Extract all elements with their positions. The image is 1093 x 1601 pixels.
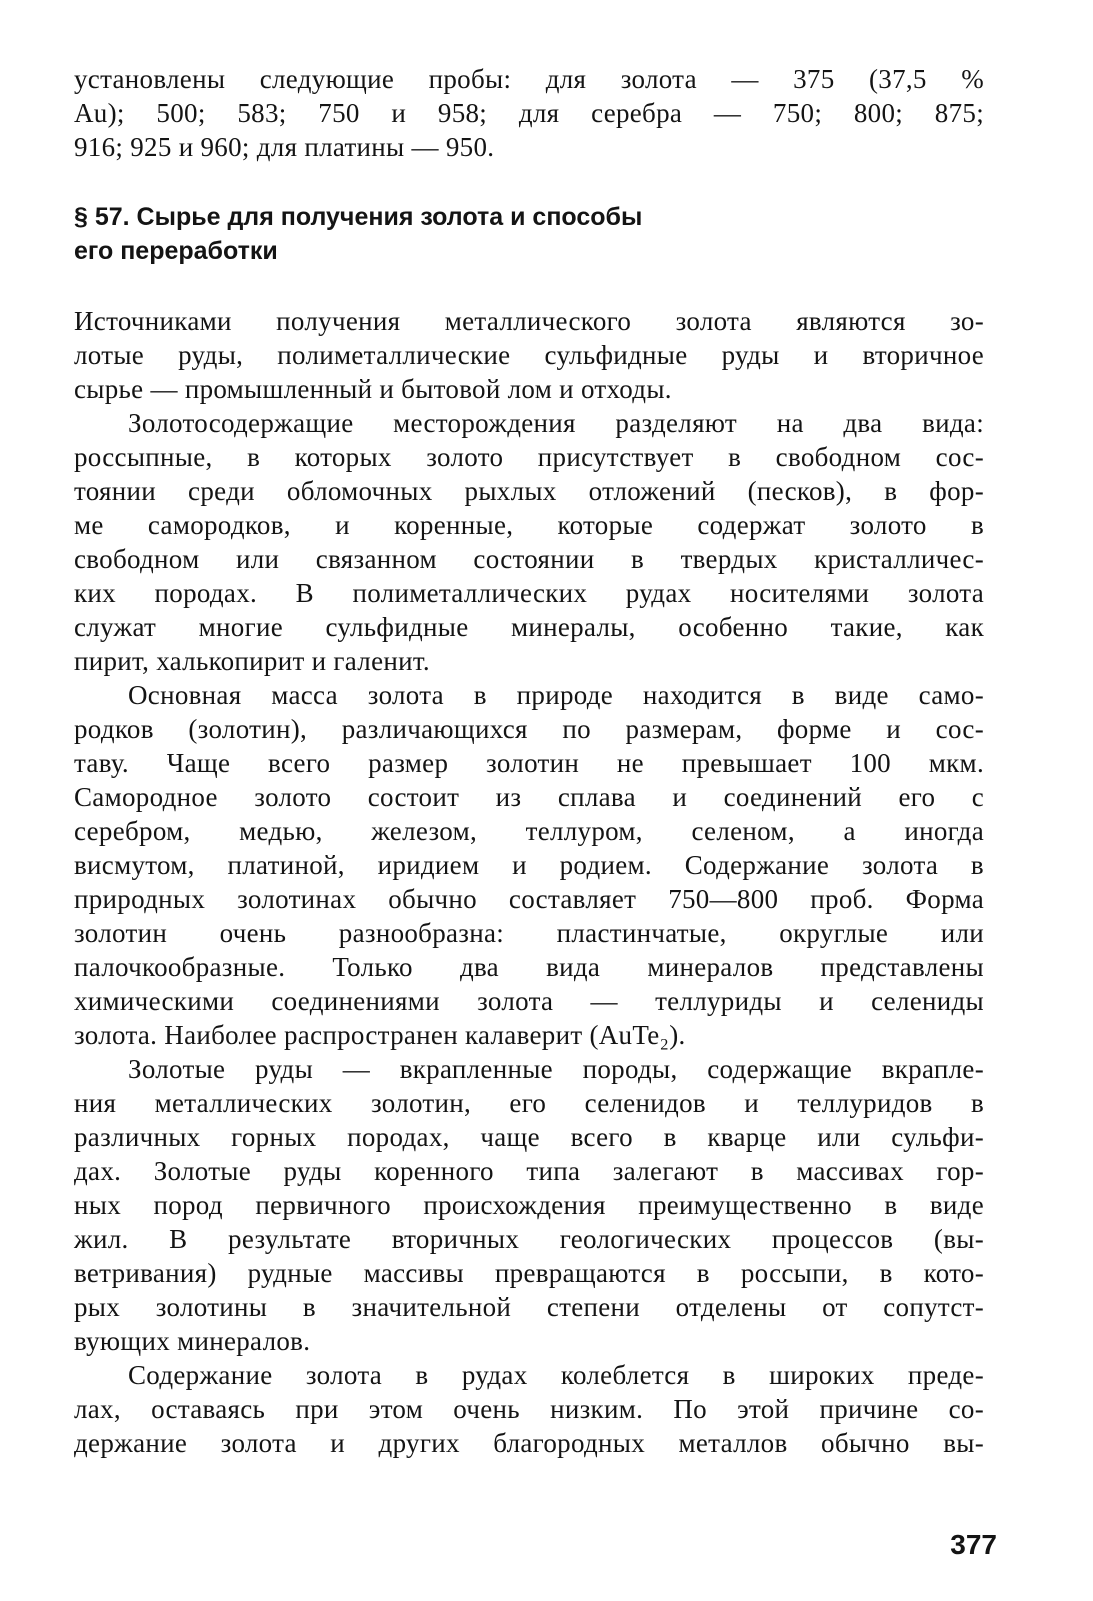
intro-line: 916; 925 и 960; для платины — 950. <box>74 132 495 162</box>
paragraph-line: ких породах. В полиметаллических рудах носителями золота <box>74 578 984 608</box>
paragraph-line: Золотосодержащие месторождения разделяют на два вида: <box>128 408 984 438</box>
paragraph-line: держание золота и других благородных металлов обычно вы- <box>74 1428 984 1458</box>
paragraph-sources <box>74 304 984 406</box>
paragraph-line: различных горных породах, чаще всего в кварце или сульфи- <box>74 1122 984 1152</box>
paragraph-line: рых золотины в значительной степени отделены от сопутст- <box>74 1292 984 1322</box>
paragraph-line: пирит, халькопирит и галенит. <box>74 646 430 676</box>
paragraph-line: ных пород первичного происхождения преимущественно в виде <box>74 1190 984 1220</box>
section-heading-line: § 57. Сырье для получения золота и способы <box>74 203 643 231</box>
intro-line: установлены следующие пробы: для золота — 375 (37,5 % <box>74 64 984 94</box>
page-number: 377 <box>950 1529 997 1560</box>
paragraph-line: тоянии среди обломочных рыхлых отложений (песков), в фор- <box>74 476 984 506</box>
paragraph-line: россыпные, в которых золото присутствует в свободном сос- <box>74 442 984 472</box>
intro-line: Au); 500; 583; 750 и 958; для серебра — 750; 800; 875; <box>74 98 984 128</box>
paragraph-line: свободном или связанном состоянии в твердых кристалличес- <box>74 544 984 574</box>
paragraph-content <box>74 1358 984 1460</box>
paragraph-line: Источниками получения металлического золота являются зо- <box>74 306 984 336</box>
intro-paragraph <box>74 62 984 164</box>
paragraph-nuggets <box>74 678 984 1052</box>
paragraph-line: таву. Чаще всего размер золотин не превышает 100 мкм. <box>74 748 984 778</box>
paragraph-line: висмутом, платиной, иридием и родием. Содержание золота в <box>74 850 984 880</box>
paragraph-line: природных золотинах обычно составляет 750—800 проб. Форма <box>74 884 984 914</box>
section-heading-line: его переработки <box>74 237 278 265</box>
paragraph-line: ме самородков, и коренные, которые содержат золото в <box>74 510 984 540</box>
paragraph-deposits <box>74 406 984 678</box>
paragraph-ores <box>74 1052 984 1358</box>
paragraph-line: ния металлических золотин, его селенидов и теллуридов в <box>74 1088 984 1118</box>
paragraph-line: Золотые руды — вкрапленные породы, содержащие вкрапле- <box>128 1054 984 1084</box>
paragraph-line: Содержание золота в рудах колеблется в широких преде- <box>128 1360 984 1390</box>
paragraph-line: жил. В результате вторичных геологических процессов (вы- <box>74 1224 984 1254</box>
paragraph-line: вующих минералов. <box>74 1326 311 1356</box>
paragraph-line: Самородное золото состоит из сплава и соединений его с <box>74 782 984 812</box>
paragraph-line: служат многие сульфидные минералы, особенно такие, как <box>74 612 984 642</box>
paragraph-line: ветривания) рудные массивы превращаются в россыпи, в кото- <box>74 1258 984 1288</box>
paragraph-line: серебром, медью, железом, теллуром, селеном, а иногда <box>74 816 984 846</box>
paragraph-line: палочкообразные. Только два вида минералов представлены <box>74 952 984 982</box>
paragraph-line: химическими соединениями золота — теллуриды и селениды <box>74 986 984 1016</box>
paragraph-line: сырье — промышленный и бытовой лом и отходы. <box>74 374 672 404</box>
paragraph-line: Основная масса золота в природе находится в виде само- <box>128 680 984 710</box>
paragraph-line: родков (золотин), различающихся по размерам, форме и сос- <box>74 714 984 744</box>
paragraph-line: лотые руды, полиметаллические сульфидные руды и вторичное <box>74 340 984 370</box>
section-heading <box>74 200 984 268</box>
page-content <box>74 62 984 1460</box>
paragraph-line: золота. Наиболее распространен калаверит (AuTe₂). <box>74 1020 686 1050</box>
paragraph-line: лах, оставаясь при этом очень низким. По этой причине со- <box>74 1394 984 1424</box>
paragraph-line: дах. Золотые руды коренного типа залегают в массивах гор- <box>74 1156 984 1186</box>
paragraph-line: золотин очень разнообразна: пластинчатые, округлые или <box>74 918 984 948</box>
